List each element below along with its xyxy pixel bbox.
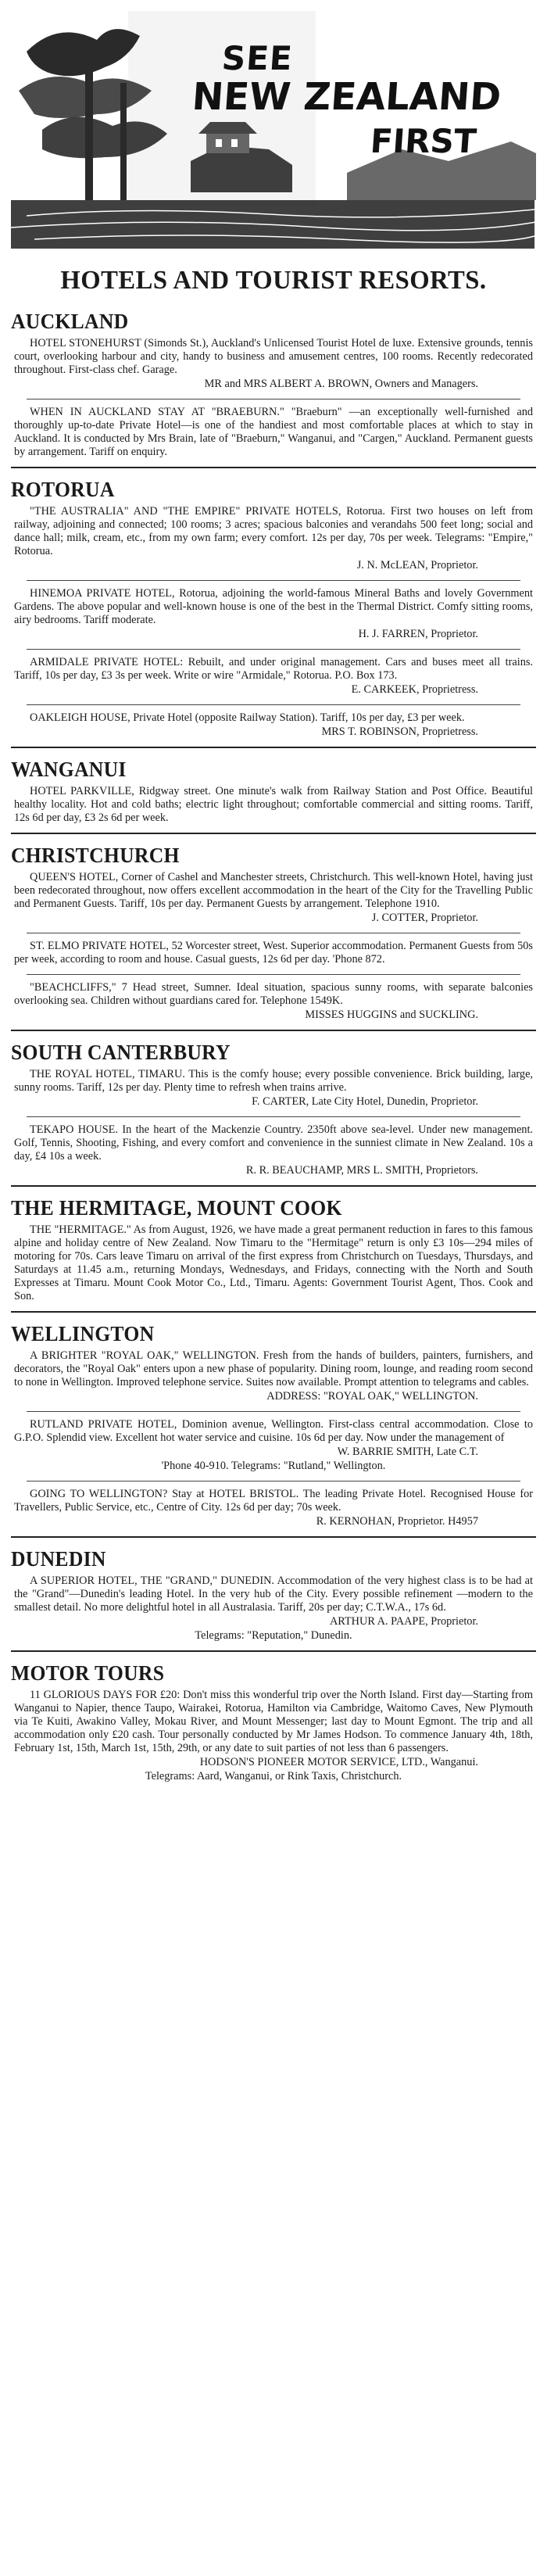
advert-entry (14, 406, 533, 459)
advert-entry (14, 1689, 533, 1783)
advert-telegram-line: 'Phone 40-910. Telegrams: "Rutland," Wellington. (161, 1460, 386, 1472)
section-wanganui (11, 758, 536, 825)
advert-entry (14, 656, 533, 697)
section-divider (11, 1311, 536, 1313)
section-wellington (11, 1322, 536, 1528)
section-rotorua (11, 478, 536, 739)
advert-entry (14, 1349, 533, 1403)
advert-signature: HODSON'S PIONEER MOTOR SERVICE, LTD., Wanganui. (199, 1756, 478, 1768)
advert-entry (14, 711, 533, 739)
region-heading: MOTOR TOURS (11, 1661, 165, 1685)
advert-text: WHEN IN AUCKLAND STAY AT "BRAEBURN." "Braeburn" —an exceptionally well-furnished and thoroughly up-to-date Private Hotel—is one of the handiest and most comfortable places at which to stay in Auckland. It is conducted by Mrs Brain, late of "Braeburn," Wanganui, and "Cargen," Auckland. Permanent guests by arrangement. Tariff on enquiry. (14, 406, 533, 458)
entry-divider (27, 1116, 520, 1117)
advert-text: QUEEN'S HOTEL, Corner of Cashel and Manchester streets, Christchurch. This well-known Hotel, having just been redecorated throughout, now offers excellent accommodation in the heart of the City for the Travelling Public and Permanent Guests. Tariff, 10s per day. Permanent Guests by arrangement. Telephone 1910. (14, 871, 533, 910)
banner-new-zealand-text: NEW ZEALAND (191, 75, 503, 119)
region-heading: WELLINGTON (11, 1322, 155, 1345)
advertisement-page (0, 5, 547, 2576)
region-heading: THE HERMITAGE, MOUNT COOK (11, 1196, 342, 1220)
section-dunedin (11, 1547, 536, 1643)
advert-signature: J. COTTER, Proprietor. (371, 912, 478, 924)
advert-text: ARMIDALE PRIVATE HOTEL: Rebuilt, and under original management. Cars and buses meet all trains. Tariff, 10s per day, £3 3s per week. Write or wire "Armidale," Rotorua. P.O. Box 173. (14, 656, 533, 682)
advert-signature: H. J. FARREN, Proprietor. (358, 628, 478, 640)
section-motor-tours (11, 1661, 536, 1783)
advert-signature: ADDRESS: "ROYAL OAK," WELLINGTON. (266, 1390, 478, 1403)
advert-text: THE ROYAL HOTEL, TIMARU. This is the comfy house; every possible convenience. Brick building, large, sunny rooms. Tariff, 12s per day. Plenty time to refresh when trains arrive. (14, 1068, 533, 1094)
advert-entry (14, 871, 533, 925)
banner-first-text: FIRST (369, 122, 478, 160)
region-heading: DUNEDIN (11, 1547, 106, 1571)
advert-entry (14, 1068, 533, 1109)
advert-text: HOTEL STONEHURST (Simonds St.), Auckland's Unlicensed Tourist Hotel de luxe. Extensive grounds, tennis court, overlooking harbour and city, handy to business and amusement centres, 100 rooms. Recently redecorated throughout. First-class chef. Garage. (14, 337, 533, 376)
advert-signature: E. CARKEEK, Proprietress. (351, 683, 478, 696)
advert-signature: J. N. McLEAN, Proprietor. (356, 559, 478, 571)
section-the-hermitage-mount-cook (11, 1196, 536, 1303)
entry-divider (27, 649, 520, 650)
section-divider (11, 467, 536, 468)
region-heading: CHRISTCHURCH (11, 844, 180, 867)
advert-text: RUTLAND PRIVATE HOTEL, Dominion avenue, Wellington. First-class central accommodation. Close to G.P.O. Splendid view. Excellent hot water service and cuisine. 10s 6d per day. Now under the management of (14, 1418, 533, 1444)
advert-text: 11 GLORIOUS DAYS FOR £20: Don't miss this wonderful trip over the North Island. First day—Starting from Wanganui to Napier, thence Taupo, Wairakei, Rotorua, Hamilton via Cambridge, Waitomo Caves, New Plymouth via Te Kuiti, Awakino Valley, Mokau River, and Mount Messenger; last day to Mount Egmont. The trip and all accommodation only £20 cash. Tour personally conducted by Mr James Hodson. To commence January 4th, 18th, February 1st, 15th, March 1st, 15th, 29th, or any date to suit parties of not less than 6 passengers. (14, 1689, 533, 1754)
advert-entry (14, 1488, 533, 1528)
advert-text: GOING TO WELLINGTON? Stay at HOTEL BRISTOL. The leading Private Hotel. Recognised House for Travellers, Public Service, etc., Centre of City. 12s 6d per day; 70s week. (14, 1488, 533, 1514)
advert-entry (14, 1418, 533, 1473)
section-divider (11, 1650, 536, 1652)
section-divider (11, 1185, 536, 1187)
advert-signature: W. BARRIE SMITH, Late C.T. (337, 1446, 478, 1458)
entry-divider (27, 704, 520, 705)
advert-telegram-line: Telegrams: "Reputation," Dunedin. (195, 1629, 352, 1642)
section-south-canterbury (11, 1041, 536, 1177)
advert-text: A BRIGHTER "ROYAL OAK," WELLINGTON. Fresh from the hands of builders, painters, furnishers, and decorators, the "Royal Oak" enters upon a new phase of popularity. Dining room, lounge, and reading room second to none in Wellington. Improved telephone service. Suites now available. Prompt attention to telegrams and cables. (14, 1349, 533, 1388)
advert-text: HINEMOA PRIVATE HOTEL, Rotorua, adjoining the world-famous Mineral Baths and lovely Government Gardens. The above popular and well-known house is one of the best in the Thermal District. Comfy sitting rooms, airy bedrooms. Tariff moderate. (14, 587, 533, 626)
advert-signature: F. CARTER, Late City Hotel, Dunedin, Proprietor. (252, 1095, 478, 1108)
advert-text: TEKAPO HOUSE. In the heart of the Mackenzie Country. 2350ft above sea-level. Under new management. Golf, Tennis, Shooting, Fishing, and every comfort and convenience in the sunniest climate in New Zealand. 10s a day, £4 10s a week. (14, 1123, 533, 1163)
section-christchurch (11, 844, 536, 1022)
advert-text: "BEACHCLIFFS," 7 Head street, Sumner. Ideal situation, spacious sunny rooms, with separate balconies overlooking sea. Children without guardians cared for. Telephone 1549K. (14, 981, 533, 1007)
advert-entry (14, 785, 533, 825)
region-heading: ROTORUA (11, 478, 115, 501)
section-divider (11, 833, 536, 834)
advert-entry (14, 1224, 533, 1303)
advert-signature: R. R. BEAUCHAMP, MRS L. SMITH, Proprietors. (245, 1164, 478, 1177)
see-new-zealand-first-banner (11, 5, 536, 249)
advert-signature: R. KERNOHAN, Proprietor. H4957 (316, 1515, 478, 1528)
advert-entry (14, 505, 533, 572)
section-divider (11, 1030, 536, 1031)
section-divider (11, 1536, 536, 1538)
advert-text: "THE AUSTRALIA" AND "THE EMPIRE" PRIVATE HOTELS, Rotorua. First two houses on left from railway, adjoining and connected; 100 rooms; 3 acres; spacious balconies and verandahs 500 feet long; social and dance hall; milk, cream, etc., from my own farm; every comfort. 12s per day, 70s per week. Telegrams: "Empire," Rotorua. (14, 505, 533, 557)
advert-signature: MRS T. ROBINSON, Proprietress. (321, 726, 478, 738)
banner-see-text: SEE (220, 39, 295, 77)
advert-telegram-line: Telegrams: Aard, Wanganui, or Rink Taxis, Christchurch. (145, 1770, 402, 1782)
entry-divider (27, 974, 520, 975)
sections-container (11, 310, 536, 1783)
region-heading: SOUTH CANTERBURY (11, 1041, 231, 1064)
region-heading: AUCKLAND (11, 310, 129, 333)
advert-signature: MISSES HUGGINS and SUCKLING. (305, 1009, 478, 1021)
advert-text: A SUPERIOR HOTEL, THE "GRAND," DUNEDIN. Accommodation of the very highest class is to be had at the "Grand"—Dunedin's leading Hotel. In the very hub of the City. Every possible refinement —modern to the smallest detail. No more delightful hotel in all Australasia. Tariff, 20s per day; C.T.W.A., 17s 6d. (14, 1575, 533, 1614)
advert-signature: ARTHUR A. PAAPE, Proprietor. (329, 1615, 478, 1628)
region-heading: WANGANUI (11, 758, 127, 781)
entry-divider (27, 580, 520, 581)
section-auckland (11, 310, 536, 459)
advert-text: HOTEL PARKVILLE, Ridgway street. One minute's walk from Railway Station and Post Office. Beautiful healthy locality. Hot and cold baths; electric light throughout; comfortable commercial and sitting rooms. Tariff, 12s 6d per day, £3 2s 6d per week. (14, 785, 533, 824)
advert-text: ST. ELMO PRIVATE HOTEL, 52 Worcester street, West. Superior accommodation. Permanent Guests from 50s per week, according to room and house. Casual guests, 12s 6d per day. 'Phone 872. (14, 940, 533, 966)
advert-entry (14, 587, 533, 641)
advert-entry (14, 1123, 533, 1177)
advert-text: THE "HERMITAGE." As from August, 1926, we have made a great permanent reduction in fares to this famous alpine and holiday centre of New Zealand. Now Timaru to the "Hermitage" return is only £3 10s—294 miles of motoring for 70s. Cars leave Timaru on arrival of the first express from Christchurch on Tuesdays, Thursdays, and Saturdays at 11.45 a.m., returning Mondays, Wednesdays, and Fridays, connecting with the North and South Expresses at Timaru. Mount Cook Motor Co., Ltd., Timaru. Agents: Government Tourist Agent, Thos. Cook and Son. (14, 1224, 533, 1302)
advert-entry (14, 1575, 533, 1643)
advert-entry (14, 981, 533, 1022)
advert-text: OAKLEIGH HOUSE, Private Hotel (opposite Railway Station). Tariff, 10s per day, £3 per week. (30, 711, 465, 724)
advert-entry (14, 940, 533, 966)
advert-signature: MR and MRS ALBERT A. BROWN, Owners and Managers. (204, 378, 478, 390)
page-title: HOTELS AND TOURIST RESORTS. (60, 266, 487, 295)
entry-divider (27, 1411, 520, 1412)
section-divider (11, 747, 536, 748)
advert-entry (14, 337, 533, 391)
